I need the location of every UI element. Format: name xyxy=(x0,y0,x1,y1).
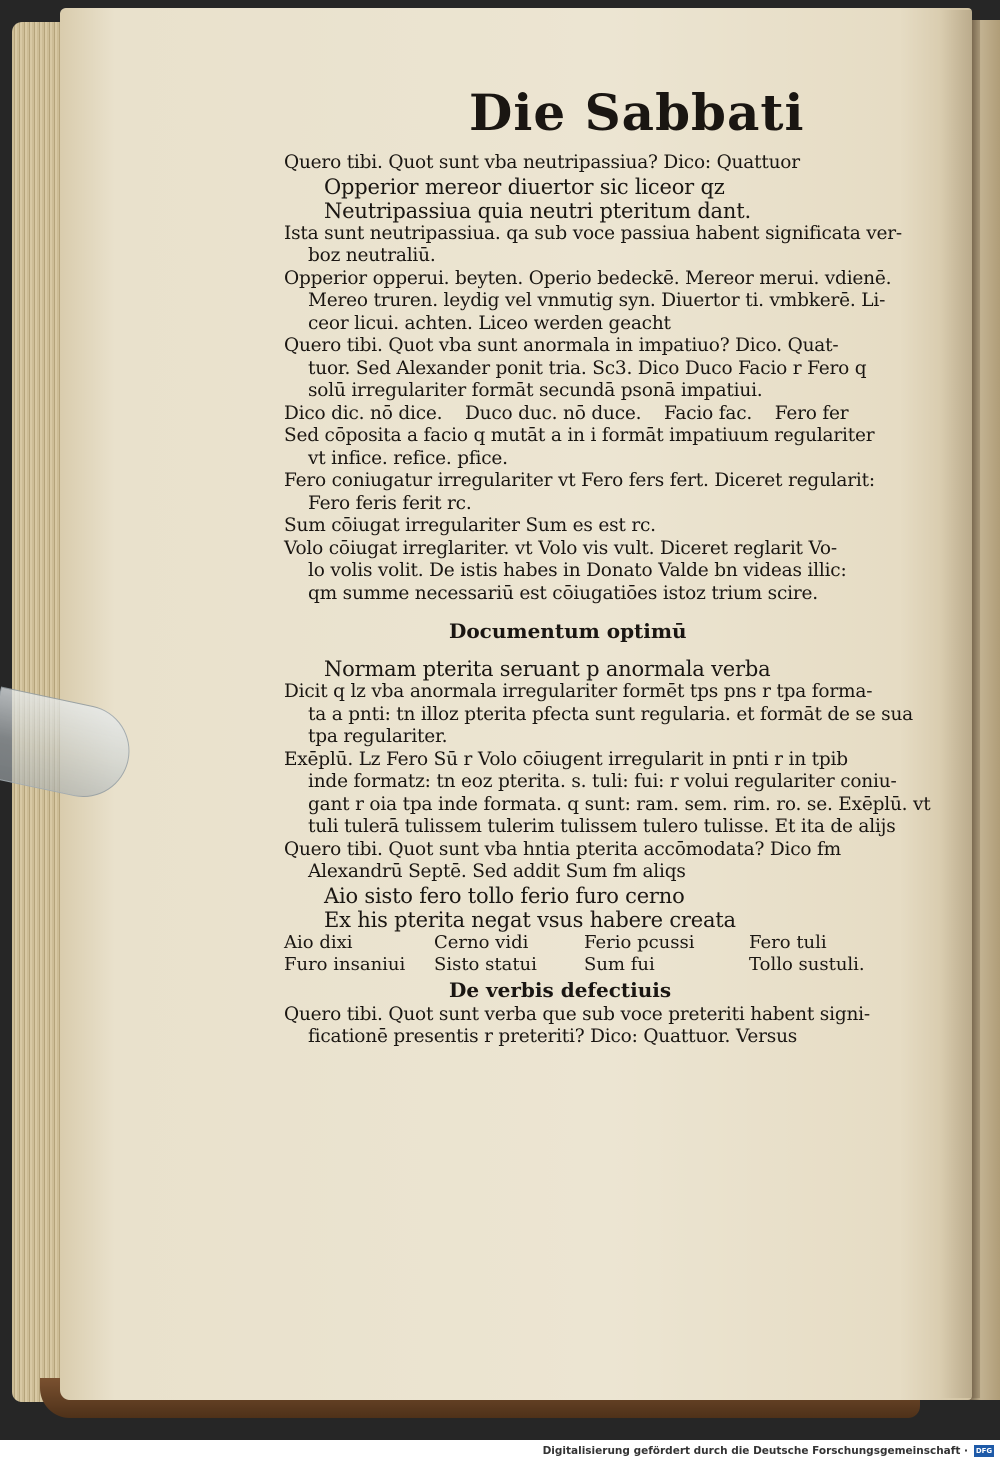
text-line: Fero feris ferit rc. xyxy=(308,492,472,514)
text-line: Dicit q lz vba anormala irregulariter formēt tps pns r tpa forma- xyxy=(284,681,873,702)
table-cell: Ferio pcussi xyxy=(584,931,695,953)
section-heading: De verbis defectiuis xyxy=(449,977,672,1002)
verse-line: Normam pterita seruant p anormala verba xyxy=(324,657,771,681)
table-cell: Tollo sustuli. xyxy=(749,953,865,975)
text-line: ceor licui. achten. Liceo werden geacht xyxy=(308,312,671,334)
text-line: qm summe necessariū est cōiugatiōes istoz trium scire. xyxy=(308,582,818,604)
text-line: solū irregulariter formāt secundā psonā impatiui. xyxy=(308,380,763,401)
text-line: gant r oia tpa inde formata. q sunt: ram. sem. rim. ro. se. Exēplū. vt xyxy=(308,793,931,815)
text-line: tuli tulerā tulissem tulerim tulissem tulero tulisse. Et ita de alijs xyxy=(308,816,896,837)
text-line: Quero tibi. Quot vba sunt anormala in impatiuo? Dico. Quat- xyxy=(284,335,839,356)
table-cell: Aio dixi xyxy=(284,931,353,953)
text-line: inde formatz: tn eoz pterita. s. tuli: fui: r volui regulariter coniu- xyxy=(308,771,897,792)
text-line: Quero tibi. Quot sunt vba hntia pterita accōmodata? Dico fm xyxy=(284,838,841,860)
table-cell: Furo insaniui xyxy=(284,953,406,975)
text-line: lo volis volit. De istis habes in Donato Valde bn videas illic: xyxy=(308,560,847,581)
text-line: ta a pnti: tn illoz pterita pfecta sunt regularia. et formāt de se sua xyxy=(308,703,913,725)
dfg-logo-icon: DFG xyxy=(975,1446,993,1455)
verse-line: Opperior mereor diuertor sic liceor qz xyxy=(324,174,725,199)
text-line: Sum cōiugat irregulariter Sum es est rc. xyxy=(284,515,656,536)
text-line: Alexandrū Septē. Sed addit Sum fm aliqs xyxy=(308,861,686,882)
verse-line: Ex his pterita negat vsus habere creata xyxy=(324,907,736,932)
text-line: Ista sunt neutripassiua. qa sub voce passiua habent significata ver- xyxy=(284,222,902,244)
page-title: Die Sabbati xyxy=(469,83,805,142)
text-line: Exēplū. Lz Fero Sū r Volo cōiugent irregularit in pnti r in tpib xyxy=(284,748,848,770)
text-block xyxy=(284,80,931,1049)
verb-table xyxy=(284,932,899,976)
text-line: boz neutraliū. xyxy=(308,245,436,266)
text-line: Quero tibi. Quot sunt verba que sub voce preteriti habent signi- xyxy=(284,1003,870,1025)
footer-bar xyxy=(0,1440,1000,1461)
verse-line: Neutripassiua quia neutri pteritum dant. xyxy=(324,198,751,223)
table-cell: Sisto statui xyxy=(434,953,537,975)
gutter-shadow xyxy=(940,10,980,1398)
text-line: Dico dic. nō dice. Duco duc. nō duce. Facio fac. Fero fer xyxy=(284,402,849,424)
text-line: Sed cōposita a facio q mutāt a in i formāt impatiuum regulariter xyxy=(284,425,875,446)
table-cell: Cerno vidi xyxy=(434,931,529,953)
section-heading: Documentum optimū xyxy=(449,619,687,643)
text-line: Mereo truren. leydig vel vnmutig syn. Diuertor ti. vmbkerē. Li- xyxy=(308,290,886,311)
text-line: Quero tibi. Quot sunt vba neutripassiua? Dico: Quattuor xyxy=(284,152,800,173)
text-line: Fero coniugatur irregulariter vt Fero fers fert. Diceret regularit: xyxy=(284,470,875,491)
table-cell: Sum fui xyxy=(584,953,655,975)
text-line: ficationē presentis r preteriti? Dico: Quattuor. Versus xyxy=(308,1026,798,1047)
text-line: Volo cōiugat irreglariter. vt Volo vis vult. Diceret reglarit Vo- xyxy=(284,537,837,559)
text-line: vt infice. refice. pfice. xyxy=(308,447,508,469)
footer-credit: Digitalisierung gefördert durch die Deutsche Forschungsgemeinschaft · xyxy=(542,1444,968,1457)
table-cell: Fero tuli xyxy=(749,931,827,953)
verse-line: Aio sisto fero tollo ferio furo cerno xyxy=(324,883,685,908)
text-line: tuor. Sed Alexander ponit tria. Sc3. Dico Duco Facio r Fero q xyxy=(308,357,867,379)
text-line: Opperior opperui. beyten. Operio bedeckē. Mereor merui. vdienē. xyxy=(284,267,892,289)
text-line: tpa regulariter. xyxy=(308,726,448,747)
